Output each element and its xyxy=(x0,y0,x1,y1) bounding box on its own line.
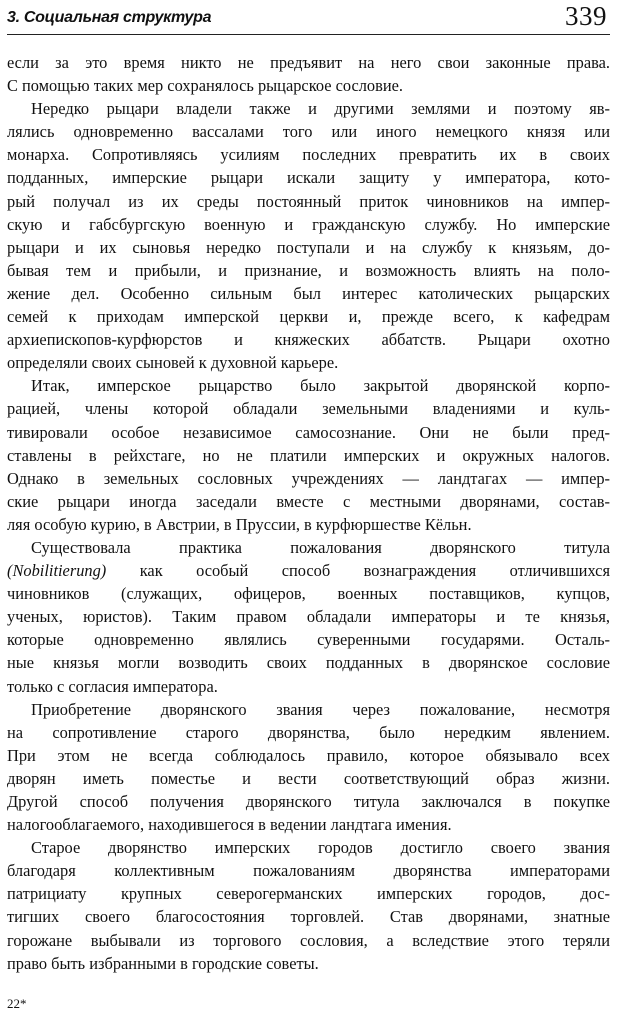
text-line: подданных, имперские рыцари искали защиту у императора, кото- xyxy=(7,168,610,188)
text-line: ученых, юристов). Таким правом обладали императоры и те князья, xyxy=(7,607,610,627)
text-line: определяли своих сыновей к духовной карьере. xyxy=(7,353,339,373)
text-line: При этом не всегда соблюдалось правило, которое обязывало всех xyxy=(7,745,610,765)
text-line: Итак, имперское рыцарство было закрытой дворянской корпо- xyxy=(31,376,610,396)
text-line: ские рыцари иногда заседали вместе с местными дворянами, состав- xyxy=(7,491,610,511)
text-line: Однако в земельных сословных учреждениях — ландтагах — импер- xyxy=(7,468,610,488)
text-line: только с согласия императора. xyxy=(7,676,218,696)
text-line: бывая тем и прибыли, и признание, и возможность влиять на поло- xyxy=(7,260,610,280)
page-number: 339 xyxy=(565,1,607,31)
text-line: Нередко рыцари владели также и другими землями и поэтому яв- xyxy=(31,99,610,119)
text-line: лялись одновременно вассалами того или иного немецкого князя или xyxy=(7,122,610,142)
text-line: рыцари и их сыновья нередко поступали и на службу к князьям, до- xyxy=(7,237,610,257)
text-line: горожане выбывали из торгового сословия, а вследствие этого теряли xyxy=(7,930,610,950)
text-line: налогооблагаемого, находившегося в ведении ландтага имения. xyxy=(7,815,452,835)
text-line: монарха. Сопротивляясь усилиям последних превратить их в своих xyxy=(7,145,610,165)
paragraph-1 xyxy=(7,51,610,97)
body-text xyxy=(7,51,610,975)
text-line: которые одновременно являлись суверенными государями. Осталь- xyxy=(7,630,610,650)
paragraph-4 xyxy=(7,536,610,698)
text-line: тигших своего благосостояния торговлей. Став дворянами, знатные xyxy=(7,907,610,927)
paragraph-6 xyxy=(7,836,610,975)
text-line: на сопротивление старого дворянства, было нередким явлением. xyxy=(7,722,610,742)
text-line: если за это время никто не предъявит на него свои законные права. xyxy=(7,53,610,72)
text-line: тивировали особое независимое самосознание. Они не были пред- xyxy=(7,422,610,442)
paragraph-2 xyxy=(7,97,610,374)
text-line: Другой способ получения дворянского титула заключался в покупке xyxy=(7,792,610,811)
text-line: жение дел. Особенно сильным был интерес католических рыцарских xyxy=(7,283,610,303)
text-line: С помощью таких мер сохранялось рыцарское сословие. xyxy=(7,76,403,96)
text-line: благодаря коллективным пожалованиям дворянства императорами xyxy=(7,861,610,881)
text-line: семей к приходам имперской церкви и, прежде всего, к кафедрам xyxy=(7,307,610,327)
text-line: скую и габсбургскую военную и гражданскую службу. Но имперские xyxy=(7,214,610,234)
text-line: рый получал из их среды постоянный приток чиновников на импер- xyxy=(7,191,610,211)
running-title: 3. Социальная структура xyxy=(7,9,212,26)
text-line: дворян иметь поместье и вести соответствующий образ жизни. xyxy=(7,768,610,788)
text-line: чиновников (служащих, офицеров, военных поставщиков, купцов, xyxy=(7,584,610,604)
text-line: Приобретение дворянского звания через пожалование, несмотря xyxy=(31,699,610,719)
text-line: право быть избранными в городские советы. xyxy=(7,953,319,973)
paragraph-3 xyxy=(7,374,610,536)
signature-mark: 22* xyxy=(7,996,27,1011)
text-line-with-term xyxy=(7,559,610,582)
text-line: ставлены в рейхстаге, но не платили имперских и окружных налогов. xyxy=(7,445,610,465)
text-line: Существовала практика пожалования дворянского титула xyxy=(31,537,610,557)
paragraph-5 xyxy=(7,698,610,837)
italic-term: (Nobilitierung) xyxy=(7,561,107,581)
text-line: архиепископов-курфюрстов и княжеских аббатств. Рыцари охотно xyxy=(7,330,610,350)
text-line: ляя особую курию, в Австрии, в Пруссии, в курфюршестве Кёльн. xyxy=(7,514,472,534)
text-line: рацией, члены которой обладали земельными владениями и куль- xyxy=(7,399,610,419)
text-line: ные князья могли возводить своих подданных в дворянское сословие xyxy=(7,653,610,673)
text-line-rest: как особый способ вознаграждения отличившихся xyxy=(139,561,610,581)
running-head xyxy=(7,2,610,35)
text-line: патрициату крупных северогерманских имперских городов, дос- xyxy=(7,884,610,904)
text-line: Старое дворянство имперских городов достигло своего звания xyxy=(31,838,610,858)
